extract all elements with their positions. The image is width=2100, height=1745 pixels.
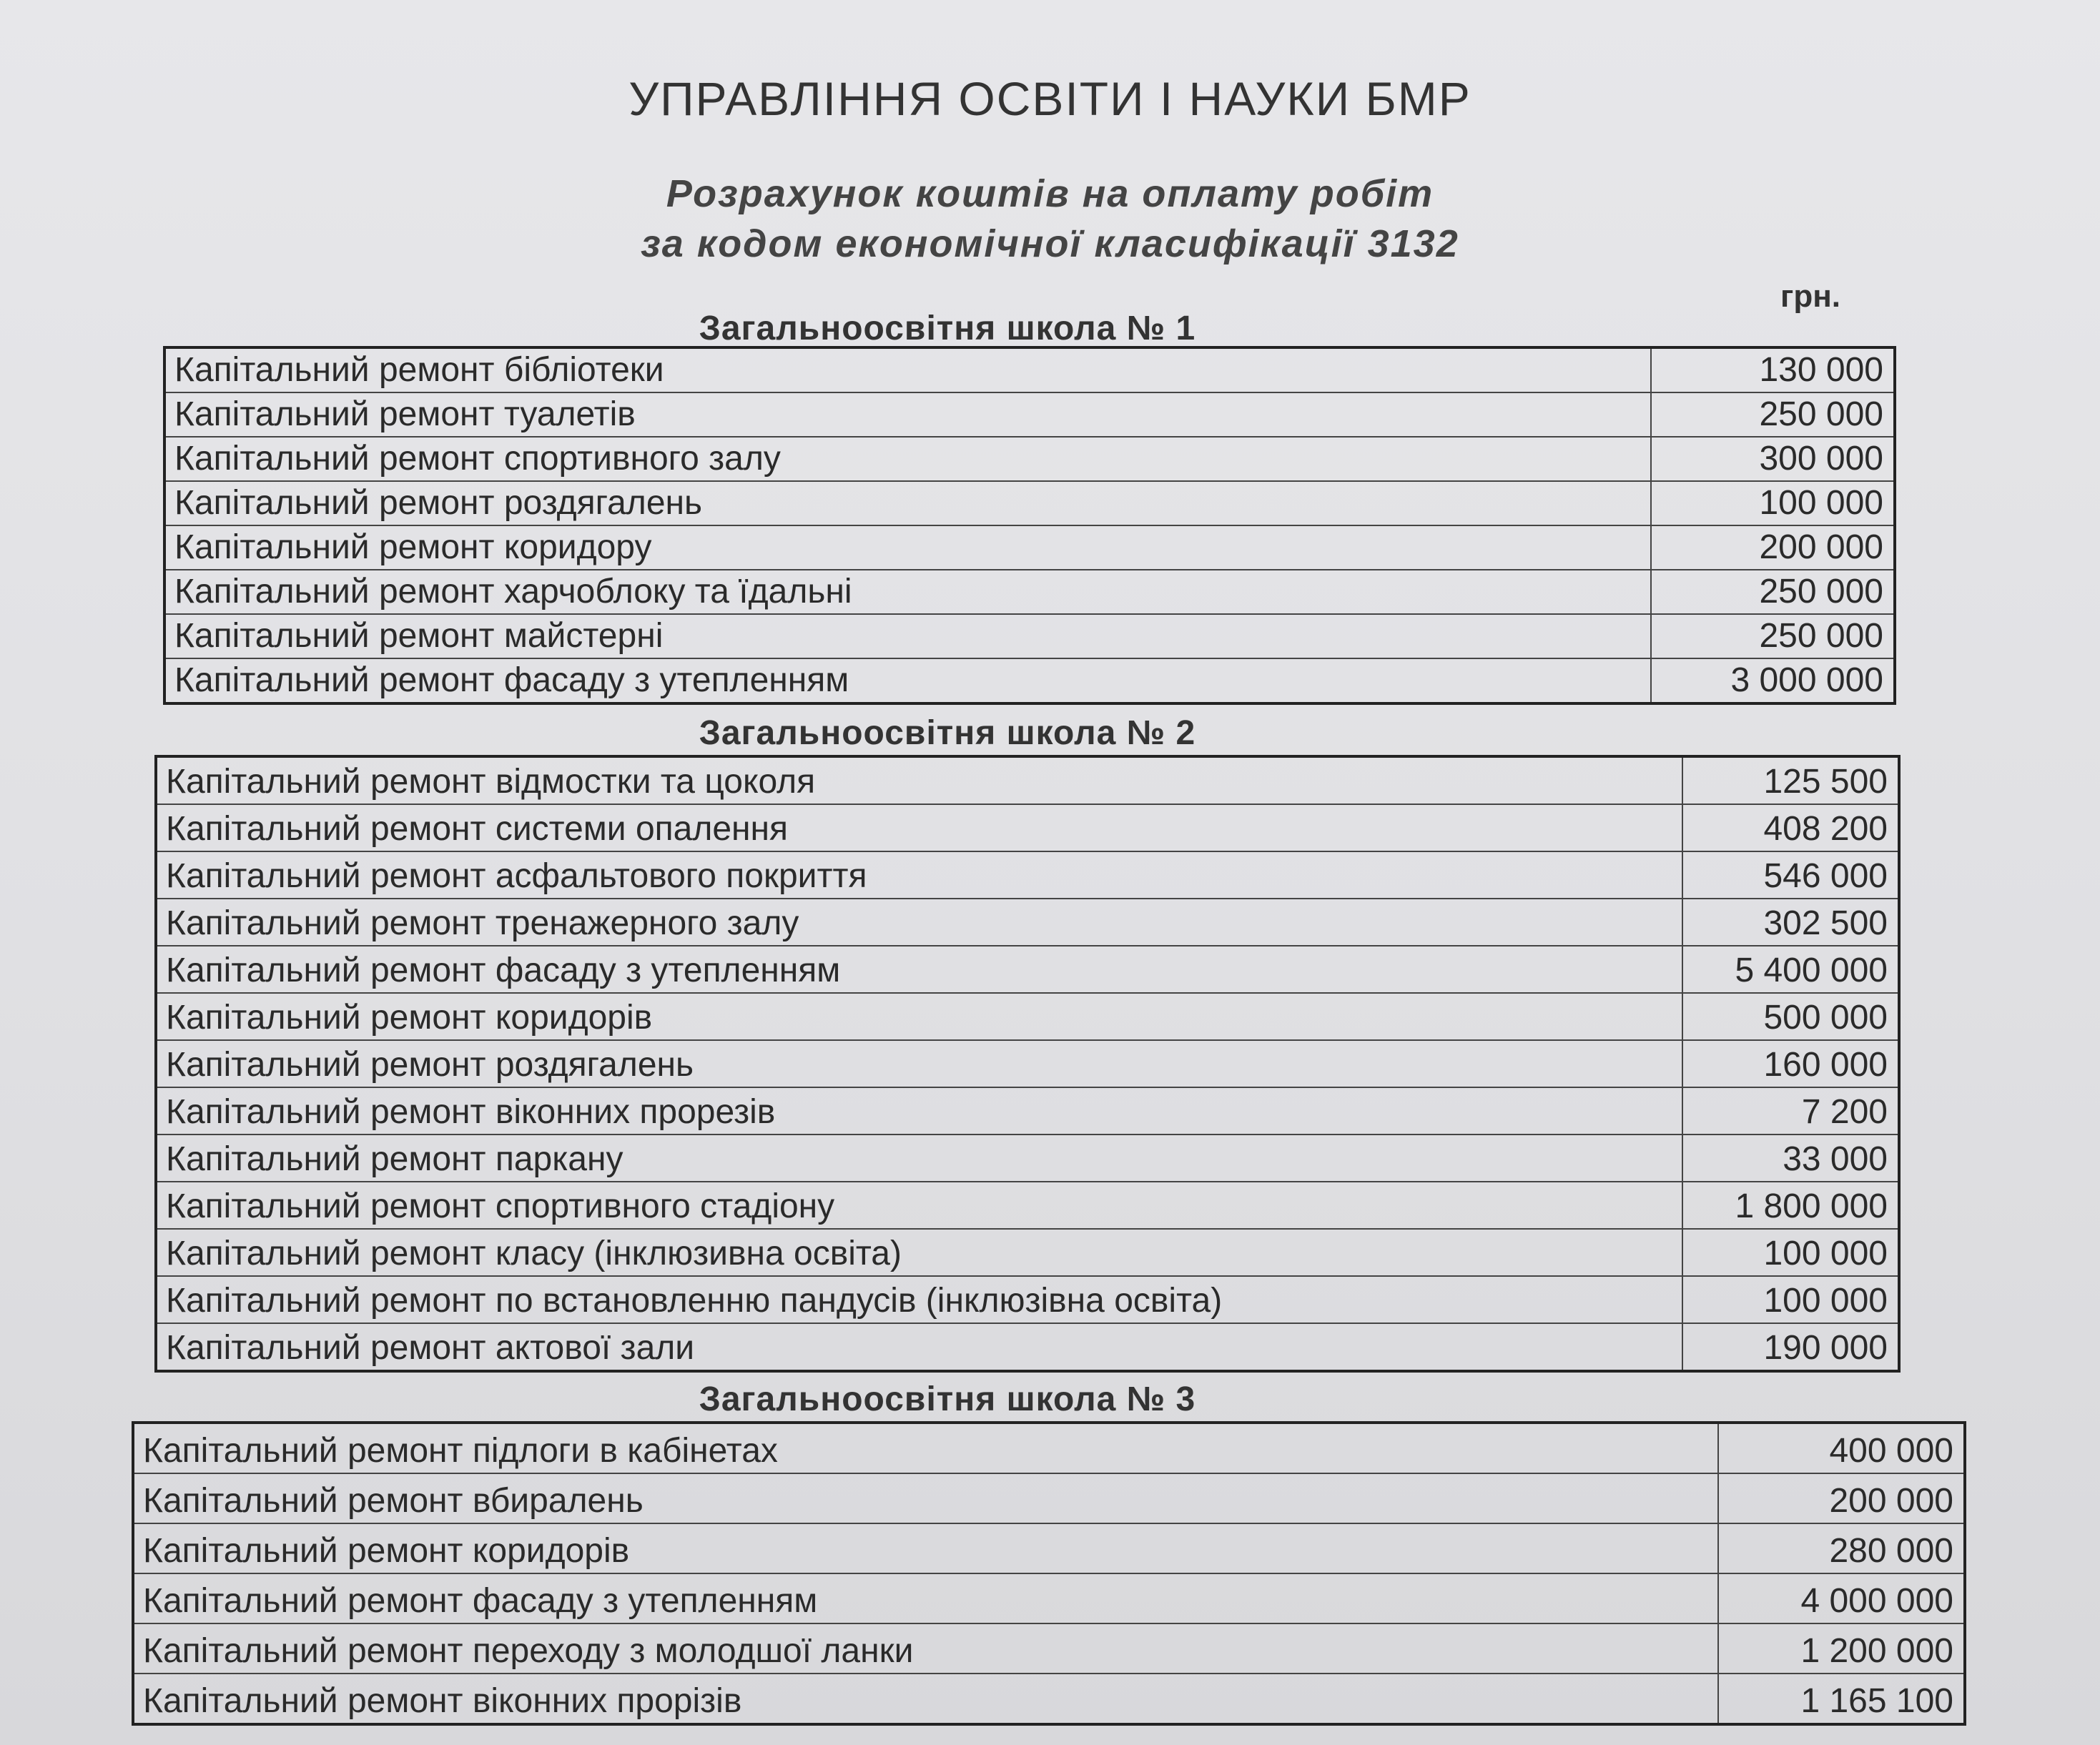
work-amount: 250 000 [1651,614,1895,658]
table-row [156,756,1899,804]
table-row [156,1323,1899,1371]
table-row [156,1276,1899,1323]
table-row [133,1523,1965,1573]
work-amount: 100 000 [1682,1276,1899,1323]
work-name: Капітальний ремонт паркану [156,1135,1682,1182]
table-row [164,481,1895,525]
table-row [133,1473,1965,1523]
table-row [164,392,1895,437]
table-row [156,1135,1899,1182]
work-name: Капітальний ремонт бібліотеки [164,347,1651,392]
work-name: Капітальний ремонт вбиралень [133,1473,1718,1523]
school-1-heading: Загальноосвітня школа № 1 [699,310,1196,347]
work-amount: 250 000 [1651,570,1895,614]
work-name: Капітальний ремонт віконних прорізів [133,1674,1718,1724]
work-name: Капітальний ремонт коридорів [133,1523,1718,1573]
table-row [164,437,1895,481]
work-name: Капітальний ремонт тренажерного залу [156,899,1682,946]
work-amount: 100 000 [1682,1229,1899,1276]
work-name: Капітальний ремонт фасаду з утепленням [133,1573,1718,1623]
school-2-heading: Загальноосвітня школа № 2 [699,714,1196,752]
work-amount: 5 400 000 [1682,946,1899,993]
table-row [156,1087,1899,1135]
document-subtitle-line1: Розрахунок коштів на оплату робіт [666,172,1434,215]
work-amount: 4 000 000 [1718,1573,1965,1623]
work-amount: 33 000 [1682,1135,1899,1182]
work-amount: 302 500 [1682,899,1899,946]
school-1-table [163,346,1896,705]
table-row [133,1623,1965,1674]
table-row [133,1573,1965,1623]
work-amount: 300 000 [1651,437,1895,481]
table-row [164,658,1895,703]
work-amount: 1 800 000 [1682,1182,1899,1229]
work-name: Капітальний ремонт коридору [164,525,1651,570]
work-amount: 200 000 [1651,525,1895,570]
work-amount: 7 200 [1682,1087,1899,1135]
work-amount: 200 000 [1718,1473,1965,1523]
work-name: Капітальний ремонт фасаду з утепленням [164,658,1651,703]
work-name: Капітальний ремонт роздягалень [164,481,1651,525]
work-amount: 125 500 [1682,756,1899,804]
work-amount: 400 000 [1718,1423,1965,1473]
table-row [156,1229,1899,1276]
work-amount: 280 000 [1718,1523,1965,1573]
work-amount: 408 200 [1682,804,1899,851]
school-3-table [132,1421,1966,1726]
work-name: Капітальний ремонт актової зали [156,1323,1682,1371]
work-amount: 250 000 [1651,392,1895,437]
organization-title: УПРАВЛІННЯ ОСВІТИ І НАУКИ БМР [628,72,1472,125]
table-row [156,899,1899,946]
currency-label: грн. [1780,279,1841,314]
table-row [164,525,1895,570]
work-amount: 1 165 100 [1718,1674,1965,1724]
work-name: Капітальний ремонт відмостки та цоколя [156,756,1682,804]
work-name: Капітальний ремонт спортивного стадіону [156,1182,1682,1229]
work-name: Капітальний ремонт туалетів [164,392,1651,437]
table-row [156,851,1899,899]
work-name: Капітальний ремонт фасаду з утепленням [156,946,1682,993]
work-name: Капітальний ремонт системи опалення [156,804,1682,851]
work-amount: 3 000 000 [1651,658,1895,703]
work-name: Капітальний ремонт переходу з молодшої ланки [133,1623,1718,1674]
work-name: Капітальний ремонт спортивного залу [164,437,1651,481]
work-amount: 160 000 [1682,1040,1899,1087]
work-name: Капітальний ремонт роздягалень [156,1040,1682,1087]
table-row [164,614,1895,658]
work-amount: 500 000 [1682,993,1899,1040]
work-name: Капітальний ремонт майстерні [164,614,1651,658]
work-amount: 190 000 [1682,1323,1899,1371]
school-2-table [154,755,1901,1373]
work-name: Капітальний ремонт асфальтового покриття [156,851,1682,899]
work-name: Капітальний ремонт віконних прорезів [156,1087,1682,1135]
table-row [164,347,1895,392]
document-subtitle-line2: за кодом економічної класифікації 3132 [641,222,1459,265]
work-amount: 130 000 [1651,347,1895,392]
work-name: Капітальний ремонт харчоблоку та їдальні [164,570,1651,614]
work-amount: 100 000 [1651,481,1895,525]
work-amount: 1 200 000 [1718,1623,1965,1674]
table-row [133,1674,1965,1724]
table-row [133,1423,1965,1473]
work-name: Капітальний ремонт класу (інклюзивна освіта) [156,1229,1682,1276]
school-3-heading: Загальноосвітня школа № 3 [699,1380,1196,1418]
table-row [156,1040,1899,1087]
work-amount: 546 000 [1682,851,1899,899]
table-row [156,1182,1899,1229]
table-row [156,804,1899,851]
table-row [156,946,1899,993]
table-row [164,570,1895,614]
work-name: Капітальний ремонт коридорів [156,993,1682,1040]
table-row [156,993,1899,1040]
work-name: Капітальний ремонт підлоги в кабінетах [133,1423,1718,1473]
work-name: Капітальний ремонт по встановленню пандусів (інклюзівна освіта) [156,1276,1682,1323]
